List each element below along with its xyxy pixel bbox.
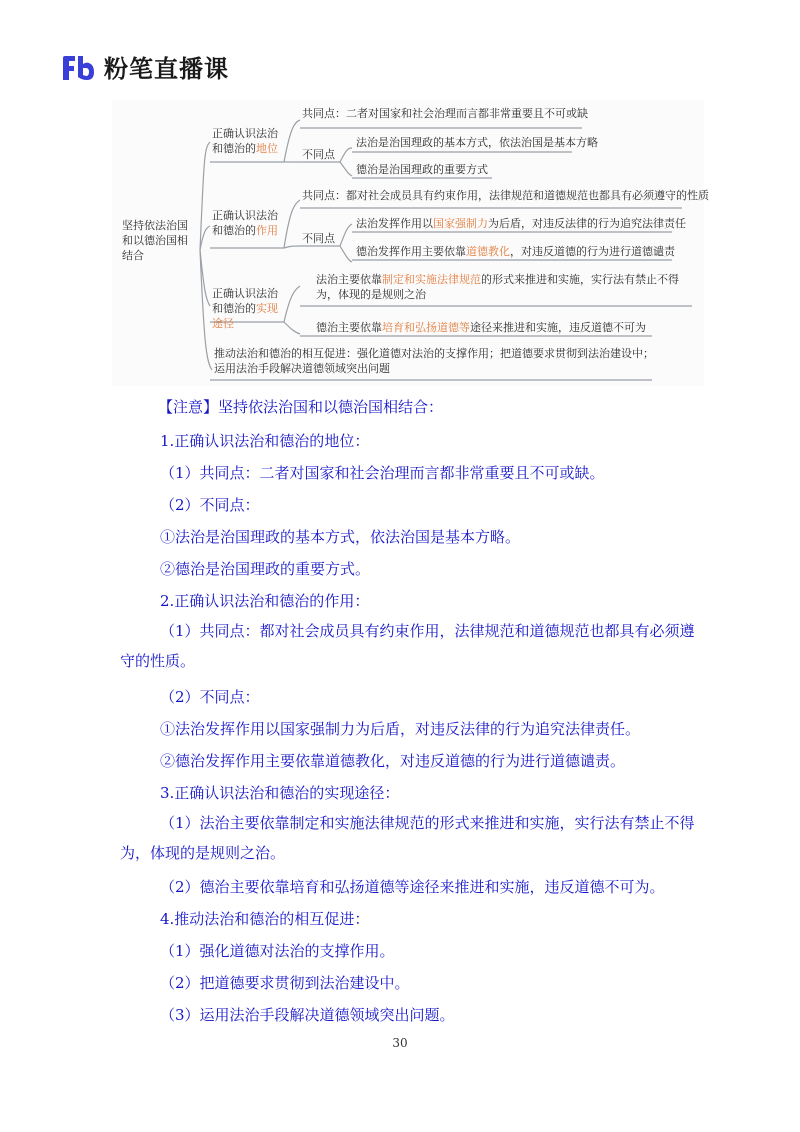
section-2-title: 2.正确认识法治和德治的作用： bbox=[160, 592, 370, 610]
section-3-rule-of-law: （1）法治主要依靠制定和实施法律规范的形式来推进和实施，实行法有禁止不得为，体现的是规则之治。 bbox=[120, 814, 695, 862]
section-4-item-3: （3）运用法治手段解决道德领域突出问题。 bbox=[160, 1006, 455, 1024]
section-4-title: 4.推动法治和德治的相互促进： bbox=[160, 910, 370, 928]
section-1-diff-1: ①法治是治国理政的基本方式，依法治国是基本方略。 bbox=[160, 528, 521, 546]
section-2-diff: （2）不同点： bbox=[160, 688, 260, 706]
section-4-item-2: （2）把道德要求贯彻到法治建设中。 bbox=[160, 974, 410, 992]
mindmap-b2-diff-label: 不同点 bbox=[302, 232, 335, 245]
brand-name: 粉笔直播课 bbox=[104, 55, 229, 83]
section-2-common: （1）共同点：都对社会成员具有约束作用，法律规范和道德规范也都具有必须遵守的性质。 bbox=[120, 622, 695, 670]
page-number: 30 bbox=[392, 1036, 408, 1050]
mindmap-figure bbox=[112, 100, 709, 386]
mindmap-b1-diff-1: 法治是治国理政的基本方式，依法治国是基本方略 bbox=[356, 136, 598, 149]
note-heading: 【注意】坚持依法治国和以德治国相结合： bbox=[158, 398, 444, 416]
section-1-title: 1.正确认识法治和德治的地位： bbox=[160, 432, 370, 450]
brand-logo bbox=[60, 52, 260, 86]
mindmap-b1-diff-2: 德治是治国理政的重要方式 bbox=[356, 163, 488, 176]
mindmap-branch-mutual-promotion: 推动法治和德治的相互促进：强化道德对法治的支撑作用；把道德要求贯彻到法治建设中；运用法治手段解决道德领域突出问题 bbox=[214, 347, 654, 375]
mindmap-b2-diff-2: 德治发挥作用主要依靠道德教化，对违反道德的行为进行道德谴责 bbox=[356, 245, 675, 258]
section-2-diff-2: ②德治发挥作用主要依靠道德教化，对违反道德的行为进行道德谴责。 bbox=[160, 752, 626, 770]
section-1-diff-2: ②德治是治国理政的重要方式。 bbox=[160, 560, 371, 578]
mindmap-branch-position: 正确认识法治和德治的地位 bbox=[212, 127, 278, 155]
mindmap-root: 坚持依法治国和以德治国相结合 bbox=[122, 219, 188, 262]
mindmap-b3-rule-of-virtue: 德治主要依靠培育和弘扬道德等途径来推进和实施，违反道德不可为 bbox=[316, 321, 646, 334]
mindmap-branch-function: 正确认识法治和德治的作用 bbox=[212, 209, 278, 237]
section-1-common: （1）共同点：二者对国家和社会治理而言都非常重要且不可或缺。 bbox=[160, 464, 605, 482]
mindmap-b2-common: 共同点：都对社会成员具有约束作用，法律规范和道德规范也都具有必须遵守的性质 bbox=[302, 189, 709, 202]
mindmap-b3-rule-of-law: 法治主要依靠制定和实施法律规范的形式来推进和实施，实行法有禁止不得为，体现的是规则之治 bbox=[316, 273, 679, 301]
mindmap-b1-common: 共同点：二者对国家和社会治理而言都非常重要且不可或缺 bbox=[302, 107, 588, 120]
mindmap-b1-diff-label: 不同点 bbox=[302, 148, 335, 161]
mindmap-b2-diff-1: 法治发挥作用以国家强制力为后盾，对违反法律的行为追究法律责任 bbox=[356, 217, 686, 230]
fb-logo-icon bbox=[60, 54, 96, 82]
section-3-title: 3.正确认识法治和德治的实现途径： bbox=[160, 784, 400, 802]
section-1-diff: （2）不同点： bbox=[160, 496, 260, 514]
section-2-diff-1: ①法治发挥作用以国家强制力为后盾，对违反法律的行为追究法律责任。 bbox=[160, 720, 641, 738]
mindmap-branch-approach: 正确认识法治和德治的实现途径 bbox=[212, 287, 278, 330]
section-4-item-1: （1）强化道德对法治的支撑作用。 bbox=[160, 942, 395, 960]
section-3-rule-of-virtue: （2）德治主要依靠培育和弘扬道德等途径来推进和实施，违反道德不可为。 bbox=[160, 878, 665, 896]
